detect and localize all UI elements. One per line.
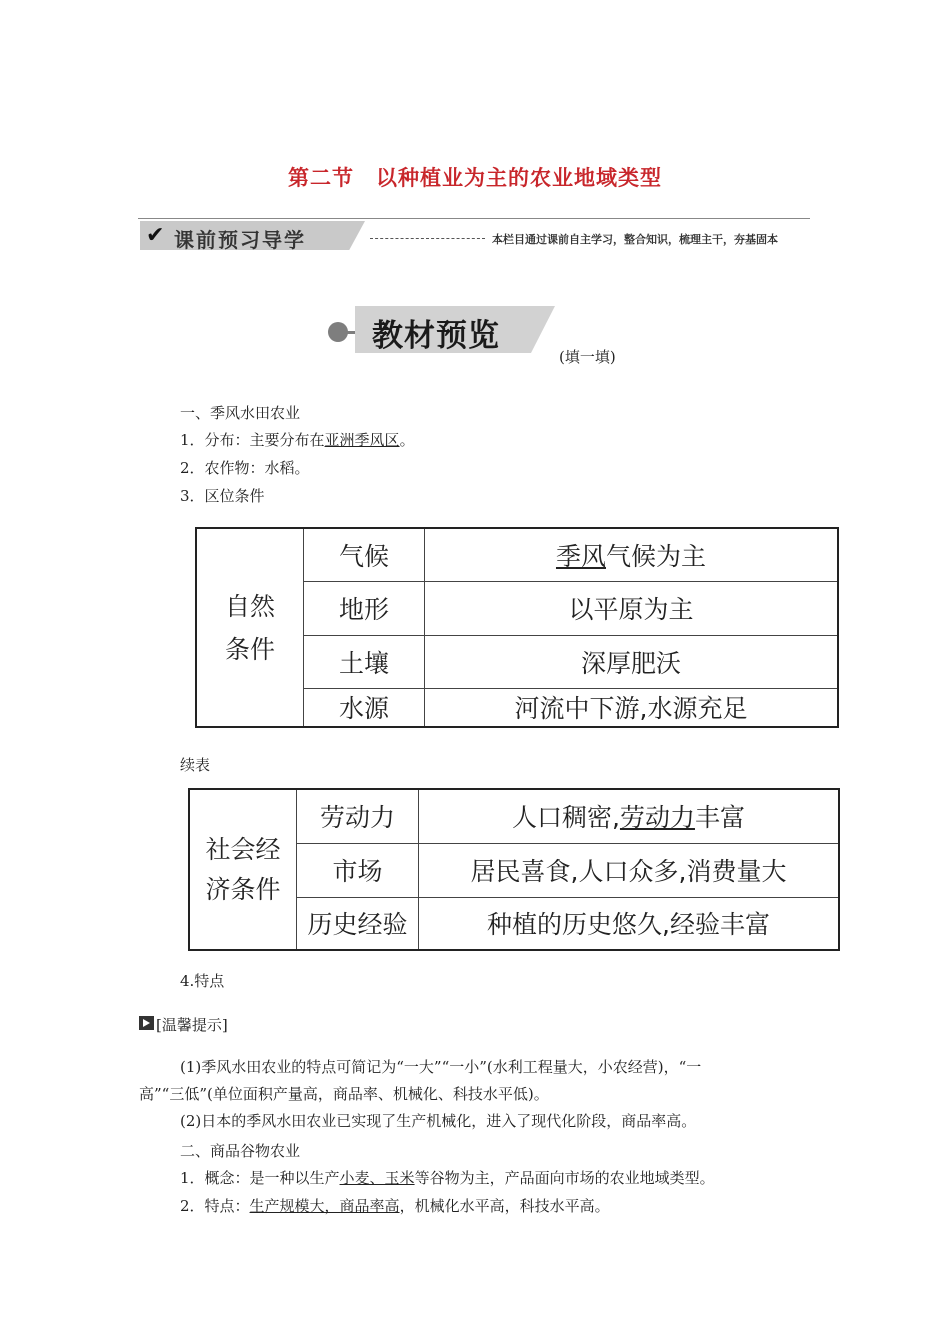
value-cell <box>425 528 839 581</box>
item-text: 1．分布：主要分布在 <box>180 431 325 449</box>
factor-cell: 地形 <box>304 581 425 635</box>
value-cell <box>419 789 840 843</box>
value-cell: 居民喜食,人口众多,消费量大 <box>419 843 840 897</box>
factor-cell: 劳动力 <box>297 789 419 843</box>
banner-dashed-line <box>370 238 485 239</box>
answer-underline: 劳动力 <box>619 803 695 833</box>
item-text: 1．概念：是一种以生产 <box>180 1169 340 1187</box>
item-text: 2．特点： <box>180 1197 250 1215</box>
continued-label: 续表 <box>180 756 211 774</box>
group-cell <box>196 528 304 727</box>
page-title <box>0 162 950 192</box>
banner-rule <box>138 218 810 219</box>
value-cell: 种植的历史悠久,经验丰富 <box>419 897 840 950</box>
answer-underline: 季风 <box>555 541 606 571</box>
part1-item1 <box>180 429 415 450</box>
tip-paragraph-1a: (1)季风水田农业的特点可简记为“一大”“一小”(水利工程量大，小农经营)，“一 <box>180 1058 702 1076</box>
factor-cell: 历史经验 <box>297 897 419 950</box>
banner-note: 本栏目通过课前自主学习，整合知识，梳理主干，夯基固本 <box>492 233 778 246</box>
answer-underline: 小麦、玉米 <box>339 1169 415 1187</box>
natural-conditions-table <box>195 527 839 728</box>
socioeconomic-conditions-table <box>188 788 840 951</box>
item-text: ，机械化水平高，科技水平高。 <box>399 1197 610 1215</box>
part1-item3: 3．区位条件 <box>180 487 265 505</box>
bullet-dot-icon <box>328 322 348 342</box>
part1-heading: 一、季风水田农业 <box>180 404 301 422</box>
group-line: 社会经 <box>205 834 281 864</box>
answer-underline: 生产规模大，商品率高 <box>249 1197 400 1215</box>
banner-label: 课前预习导学 <box>174 228 306 252</box>
answer-underline: 亚洲季风区 <box>324 431 400 449</box>
group-line: 条件 <box>224 634 275 664</box>
tip-paragraph-1b: 高”“三低”(单位面积产量高，商品率、机械化、科技水平低)。 <box>139 1085 549 1103</box>
preview-badge-note: (填一填) <box>559 348 616 366</box>
factor-cell: 气候 <box>304 528 425 581</box>
value-text: 丰富 <box>694 803 745 833</box>
value-text: 人口稠密, <box>512 803 620 833</box>
value-cell: 深厚肥沃 <box>425 635 839 688</box>
item-text: 。 <box>399 431 415 449</box>
group-cell <box>189 789 297 950</box>
group-line: 济条件 <box>205 874 281 904</box>
item4: 4.特点 <box>180 972 225 990</box>
value-cell: 以平原为主 <box>425 581 839 635</box>
tip-paragraph-2: (2)日本的季风水田农业已实现了生产机械化，进入了现代化阶段，商品率高。 <box>180 1112 697 1130</box>
part2-heading: 二、商品谷物农业 <box>180 1142 301 1160</box>
tip-label: [温馨提示] <box>156 1016 228 1034</box>
factor-cell: 水源 <box>304 688 425 727</box>
checkmark-icon: ✔ <box>146 223 165 248</box>
factor-cell: 土壤 <box>304 635 425 688</box>
part2-item2 <box>180 1195 610 1216</box>
part1-item2: 2．农作物：水稻。 <box>180 459 310 477</box>
play-triangle <box>143 1019 150 1027</box>
section-name: 以种植业为主的农业地域类型 <box>376 166 662 190</box>
value-cell: 河流中下游,水源充足 <box>425 688 839 727</box>
group-line: 自然 <box>224 591 275 621</box>
part2-item1 <box>180 1167 715 1188</box>
item-text: 等谷物为主，产品面向市场的农业地域类型。 <box>414 1169 715 1187</box>
value-text: 气候为主 <box>606 541 707 571</box>
factor-cell: 市场 <box>297 843 419 897</box>
preview-badge-label: 教材预览 <box>372 318 500 354</box>
section-number: 第二节 <box>288 166 354 190</box>
